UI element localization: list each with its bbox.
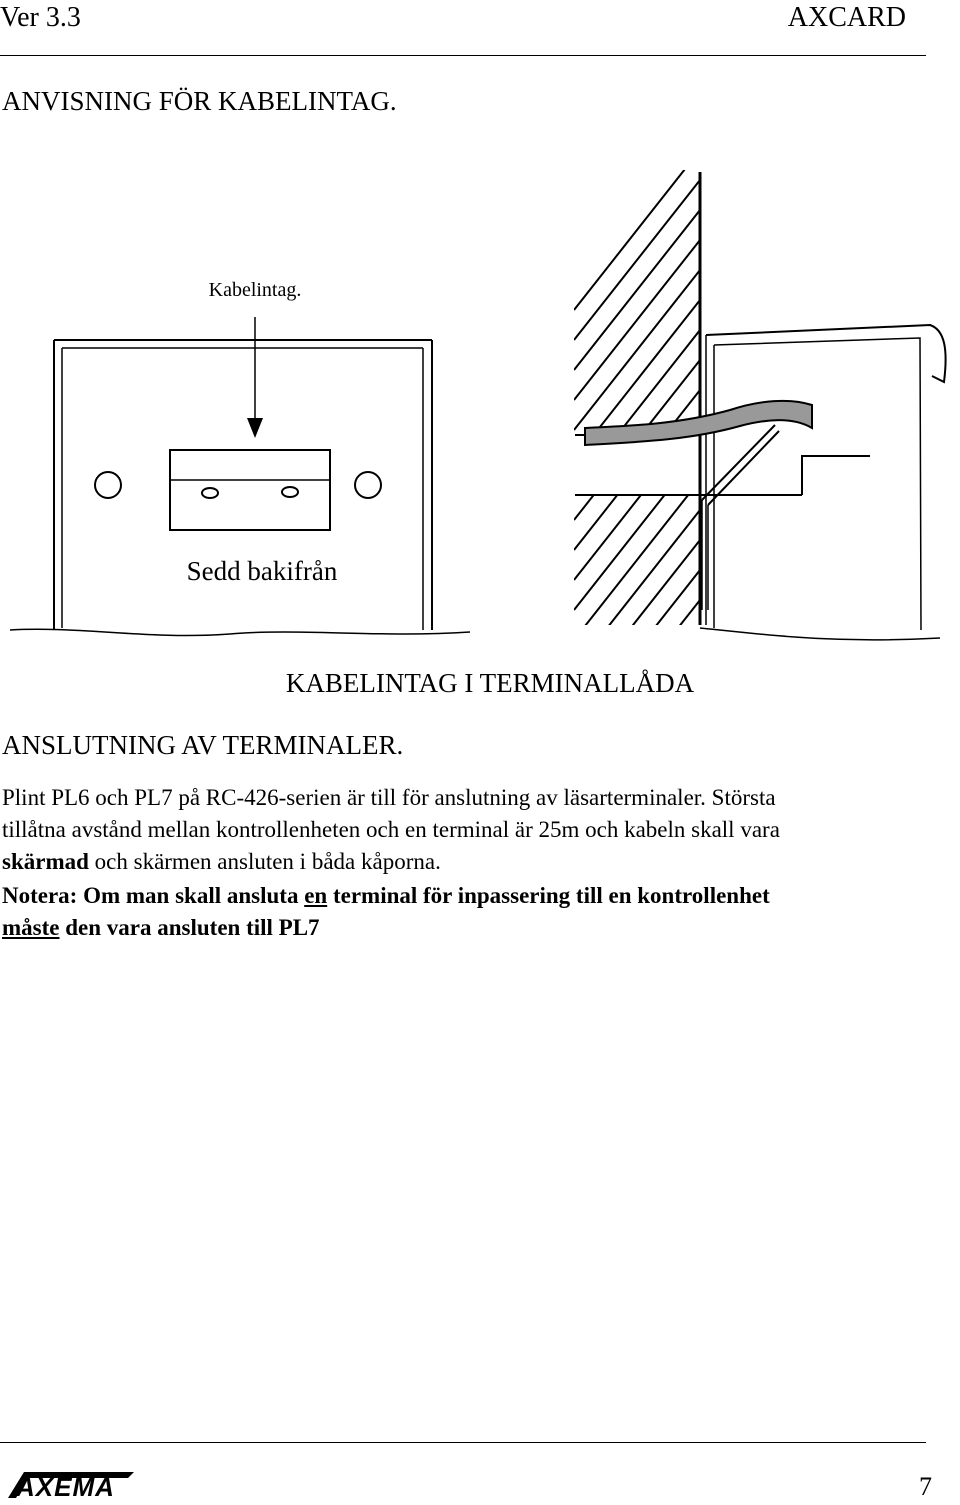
cable-entry-figure [0,160,960,700]
section-title-cable-entry: ANVISNING FÖR KABELINTAG. [2,86,397,116]
arrow-label: Kabelintag. [208,279,302,301]
back-view-drawing [10,317,470,636]
note-part-1: Notera: Om man skall ansluta [2,883,305,908]
note-line-1 [2,880,958,912]
note-part-2: terminal för inpassering till en kontrollenhet [327,883,770,908]
paragraph-line-3-rest: och skärmen ansluten i båda kåporna. [88,849,441,874]
note-block [2,880,958,944]
section-title-terminal-connection: ANSLUTNING AV TERMINALER. [2,730,404,760]
bold-word: skärmad [2,849,89,874]
connection-paragraph [2,782,958,878]
note-underline-2: måste [2,915,60,940]
back-view-label: Sedd bakifrån [186,556,338,586]
axema-logo [6,1468,134,1500]
note-part-3: den vara ansluten till PL7 [59,915,320,940]
version-label: Ver 3.3 [0,2,81,33]
figure-caption: KABELINTAG I TERMINALLÅDA [285,668,695,698]
header-rule [0,55,926,56]
note-line-2 [2,912,958,944]
paragraph-line-1: Plint PL6 och PL7 på RC-426-serien är till för anslutning av läsarterminaler. Största [2,785,776,810]
paragraph-line-2: tillåtna avstånd mellan kontrollenheten och en terminal är 25m och kabeln skall vara [2,817,780,842]
footer-rule [0,1442,926,1443]
arrow-down-icon [247,418,263,438]
axema-logo-text: AXEMA [16,1472,115,1500]
brand-label: AXCARD [787,2,906,33]
page-number: 7 [919,1472,932,1501]
note-underline-1: en [304,883,328,908]
paragraph-line-3 [2,846,958,878]
